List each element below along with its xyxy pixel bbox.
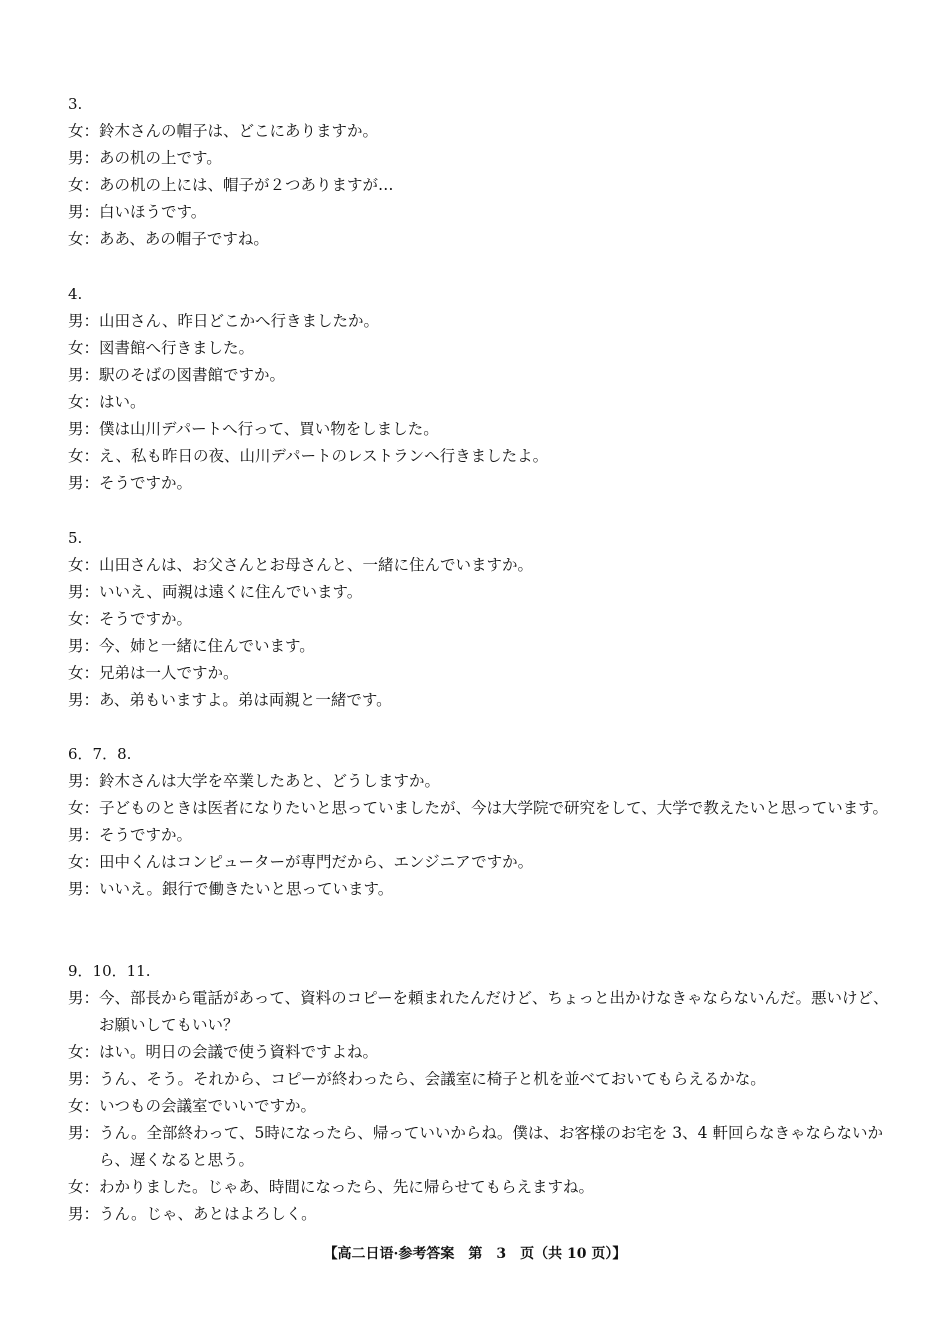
dialogue-line	[68, 552, 890, 579]
speaker-label: 女	[68, 610, 84, 628]
dialogue-text: 子どものときは医者になりたいと思っていましたが、今は大学院で研究をして、大学で教えたいと思っています。	[99, 799, 888, 817]
speaker-colon: ：	[83, 583, 100, 601]
speaker-label: 女	[68, 393, 84, 411]
speaker-colon: ：	[83, 1097, 100, 1115]
section-4	[68, 281, 890, 497]
dialogue-text: そうですか。	[99, 474, 193, 492]
speaker-label: 男	[68, 772, 84, 790]
speaker-colon: ：	[83, 1043, 100, 1061]
speaker-colon: ：	[83, 176, 100, 194]
dialogue-line	[68, 822, 890, 849]
speaker-label: 男	[68, 203, 84, 221]
speaker-colon: ：	[83, 826, 100, 844]
speaker-colon: ：	[83, 556, 100, 574]
speaker-colon: ：	[83, 1124, 100, 1142]
speaker-label: 男	[68, 149, 84, 167]
dialogue-line	[68, 335, 890, 362]
speaker-label: 男	[68, 691, 84, 709]
dialogue-text: 僕は山川デパートへ行って、買い物をしました。	[99, 420, 439, 438]
dialogue-text: 山田さんは、お父さんとお母さんと、一緒に住んでいますか。	[99, 556, 534, 574]
speaker-colon: ：	[83, 637, 100, 655]
speaker-colon: ：	[83, 203, 100, 221]
dialogue-line	[68, 579, 890, 606]
dialogue-line	[68, 416, 890, 443]
speaker-colon: ：	[83, 447, 100, 465]
dialogue-text: いいえ。銀行で働きたいと思っています。	[99, 880, 394, 898]
dialogue-text: 山田さん、昨日どこかへ行きましたか。	[99, 312, 379, 330]
dialogue-line	[68, 795, 890, 822]
speaker-label: 女	[68, 664, 84, 682]
speaker-label: 女	[68, 1043, 84, 1061]
dialogue-text: うん、そう。それから、コピーが終わったら、会議室に椅子と机を並べておいてもらえるかな。	[99, 1070, 766, 1088]
speaker-colon: ：	[83, 474, 100, 492]
speaker-label: 女	[68, 447, 84, 465]
speaker-colon: ：	[83, 772, 100, 790]
speaker-label: 女	[68, 799, 84, 817]
section-title: 3.	[68, 95, 83, 113]
speaker-colon: ：	[83, 393, 100, 411]
dialogue-text: 鈴木さんの帽子は、どこにありますか。	[99, 122, 379, 140]
dialogue-text: そうですか。	[99, 826, 193, 844]
dialogue-line	[68, 1039, 890, 1066]
dialogue-line	[68, 145, 890, 172]
speaker-colon: ：	[83, 149, 100, 167]
speaker-label: 男	[68, 474, 84, 492]
dialogue-text: 図書館へ行きました。	[99, 339, 255, 357]
dialogue-line	[68, 443, 890, 470]
dialogue-line	[68, 308, 890, 335]
dialogue-line	[68, 1066, 890, 1093]
speaker-label: 男	[68, 312, 84, 330]
dialogue-line	[68, 849, 890, 876]
dialogue-text: 駅のそばの図書館ですか。	[99, 366, 286, 384]
speaker-label: 女	[68, 176, 84, 194]
dialogue-text: うん。全部終わって、5時になったら、帰っていいからね。僕は、お客様のお宅を 3、4 軒回らなきゃならないから、遅くなると思う。	[99, 1124, 883, 1169]
dialogue-text: いつもの会議室でいいですか。	[99, 1097, 317, 1115]
speaker-label: 女	[68, 339, 84, 357]
dialogue-text: わかりました。じゃあ、時間になったら、先に帰らせてもらえますね。	[99, 1178, 594, 1196]
dialogue-text: 兄弟は一人ですか。	[99, 664, 239, 682]
dialogue-text: うん。じゃ、あとはよろしく。	[99, 1205, 317, 1223]
dialogue-line	[68, 876, 890, 903]
speaker-colon: ：	[83, 230, 100, 248]
speaker-label: 女	[68, 556, 84, 574]
speaker-label: 男	[68, 583, 84, 601]
dialogue-text: 今、姉と一緒に住んでいます。	[99, 637, 315, 655]
dialogue-text: はい。	[99, 393, 146, 411]
speaker-colon: ：	[83, 610, 100, 628]
dialogue-line	[68, 389, 890, 416]
speaker-label: 女	[68, 1178, 84, 1196]
dialogue-line	[68, 1174, 890, 1201]
dialogue-line	[68, 118, 890, 145]
speaker-colon: ：	[83, 366, 100, 384]
dialogue-text: あの机の上です。	[99, 149, 222, 167]
section-3	[68, 91, 890, 253]
section-9-10-11	[68, 958, 890, 1228]
speaker-colon: ：	[83, 880, 100, 898]
dialogue-line	[68, 172, 890, 199]
speaker-colon: ：	[83, 799, 100, 817]
speaker-colon: ：	[83, 691, 100, 709]
dialogue-line	[68, 768, 890, 795]
speaker-colon: ：	[83, 1178, 100, 1196]
dialogue-text: そうですか。	[99, 610, 193, 628]
speaker-label: 女	[68, 853, 84, 871]
speaker-colon: ：	[83, 312, 100, 330]
speaker-label: 女	[68, 230, 84, 248]
dialogue-text: あ、弟もいますよ。弟は両親と一緒です。	[99, 691, 392, 709]
dialogue-line	[68, 362, 890, 389]
page-footer: 【高二日语·参考答案 第 3 页（共 10 页）】	[323, 1246, 627, 1262]
speaker-label: 男	[68, 1205, 84, 1223]
dialogue-text: あの机の上には、帽子が２つありますが…	[99, 176, 394, 194]
dialogue-line	[68, 1120, 890, 1174]
speaker-label: 男	[68, 826, 84, 844]
speaker-colon: ：	[83, 420, 100, 438]
speaker-colon: ：	[83, 1070, 100, 1088]
speaker-label: 女	[68, 122, 84, 140]
speaker-colon: ：	[83, 853, 100, 871]
speaker-label: 男	[68, 637, 84, 655]
dialogue-line	[68, 1201, 890, 1228]
section-title: 5.	[68, 529, 83, 547]
speaker-label: 男	[68, 989, 84, 1007]
dialogue-line	[68, 633, 890, 660]
speaker-label: 男	[68, 1070, 84, 1088]
dialogue-line	[68, 199, 890, 226]
speaker-colon: ：	[83, 122, 100, 140]
dialogue-line	[68, 687, 890, 714]
dialogue-line	[68, 1093, 890, 1120]
speaker-label: 男	[68, 1124, 84, 1142]
speaker-colon: ：	[83, 1205, 100, 1223]
section-title: 6．7．8.	[68, 745, 132, 763]
speaker-colon: ：	[83, 664, 100, 682]
dialogue-text: ああ、あの帽子ですね。	[99, 230, 269, 248]
speaker-label: 女	[68, 1097, 84, 1115]
dialogue-line	[68, 985, 890, 1039]
section-title: 9．10．11.	[68, 962, 151, 980]
speaker-colon: ：	[83, 989, 100, 1007]
speaker-label: 男	[68, 420, 84, 438]
dialogue-text: え、私も昨日の夜、山川デパートのレストランへ行きましたよ。	[99, 447, 549, 465]
speaker-label: 男	[68, 880, 84, 898]
dialogue-text: 鈴木さんは大学を卒業したあと、どうしますか。	[99, 772, 441, 790]
dialogue-line	[68, 226, 890, 253]
section-5	[68, 525, 890, 714]
section-title: 4.	[68, 285, 83, 303]
dialogue-text: 今、部長から電話があって、資料のコピーを頼まれたんだけど、ちょっと出かけなきゃならないんだ。悪いけど、お願いしてもいい？	[99, 989, 889, 1034]
dialogue-text: 白いほうです。	[99, 203, 207, 221]
section-6-7-8	[68, 741, 890, 903]
speaker-colon: ：	[83, 339, 100, 357]
speaker-label: 男	[68, 366, 84, 384]
dialogue-text: はい。明日の会議で使う資料ですよね。	[99, 1043, 379, 1061]
dialogue-line	[68, 660, 890, 687]
dialogue-text: いいえ、両親は遠くに住んでいます。	[99, 583, 363, 601]
dialogue-line	[68, 606, 890, 633]
dialogue-text: 田中くんはコンピューターが専門だから、エンジニアですか。	[99, 853, 534, 871]
dialogue-line	[68, 470, 890, 497]
